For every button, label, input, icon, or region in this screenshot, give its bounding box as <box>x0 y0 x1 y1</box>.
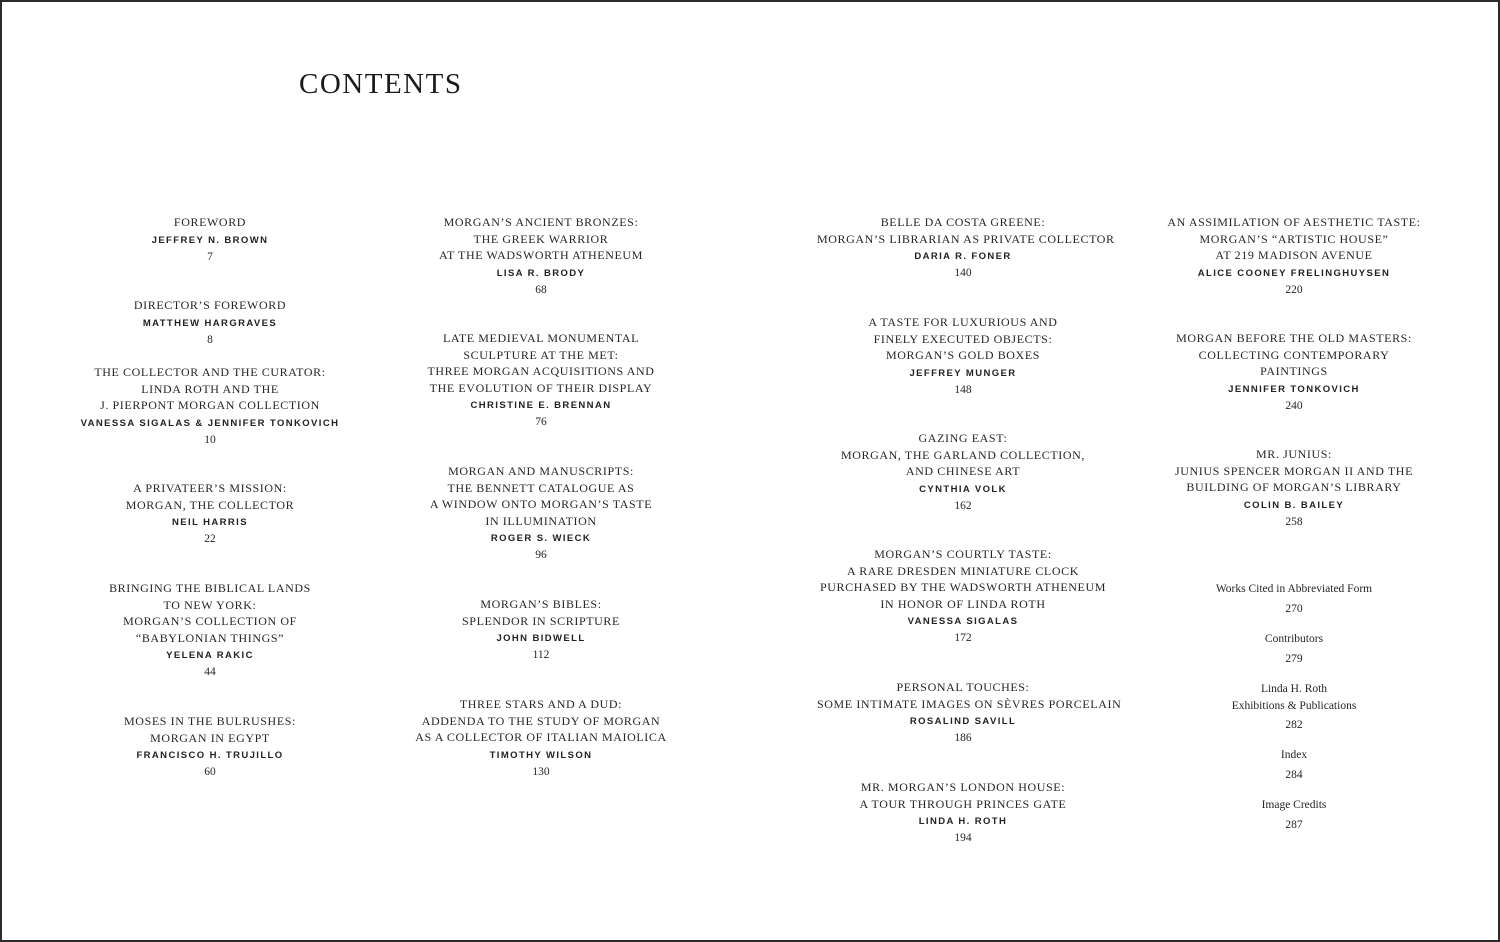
entry-title-line: JUNIUS SPENCER MORGAN II AND THE <box>1175 463 1413 478</box>
entry-title-line: AT 219 MADISON AVENUE <box>1215 248 1373 263</box>
entry-title-line: DIRECTOR’S FOREWORD <box>133 298 287 312</box>
entry-title <box>407 463 675 529</box>
entry-title-line: A PRIVATEER’S MISSION: <box>133 481 287 495</box>
entry-title-line: Works Cited in Abbreviated Form <box>1215 583 1373 595</box>
back-matter-entry <box>1160 747 1428 782</box>
entry-title-line: AND CHINESE ART <box>905 464 1021 479</box>
contents-entry <box>817 546 1109 645</box>
entry-author: CYNTHIA VOLK <box>919 483 1007 495</box>
entry-author: MATTHEW HARGRAVES <box>142 317 278 329</box>
entry-page-number: 76 <box>535 416 547 429</box>
entry-author: TIMOTHY WILSON <box>489 749 593 761</box>
entry-page-number: 22 <box>204 533 216 546</box>
entry-title-line: BELLE DA COSTA GREENE: <box>880 215 1046 229</box>
entry-title-line: LINDA ROTH AND THE <box>141 381 279 396</box>
entry-title <box>1160 797 1428 814</box>
entry-title-line: MORGAN’S ANCIENT BRONZES: <box>443 215 639 229</box>
entry-author: CHRISTINE E. BRENNAN <box>470 400 612 412</box>
entry-title <box>1160 446 1428 496</box>
entry-title <box>76 297 344 314</box>
contents-entry <box>407 463 675 562</box>
entry-title <box>1160 214 1428 264</box>
entry-author: VANESSA SIGALAS <box>907 616 1019 628</box>
entry-page-number: 140 <box>954 267 972 280</box>
contents-entry <box>76 580 344 679</box>
entry-title-line: Index <box>1280 749 1308 761</box>
entry-title-line: BRINGING THE BIBLICAL LANDS <box>109 581 311 595</box>
contents-entry <box>817 779 1109 845</box>
entry-page-number: 282 <box>1285 719 1303 732</box>
entry-title <box>817 779 1109 812</box>
entry-page-number: 220 <box>1285 283 1303 296</box>
entry-title <box>407 696 675 746</box>
entry-title-line: A TASTE FOR LUXURIOUS AND <box>868 315 1058 329</box>
entry-page-number: 270 <box>1285 602 1303 615</box>
entry-title-line: A WINDOW ONTO MORGAN’S TASTE <box>429 497 653 512</box>
entry-author: LINDA H. ROTH <box>918 816 1008 828</box>
entry-title <box>1160 581 1428 598</box>
entry-title <box>407 596 675 629</box>
entry-page-number: 186 <box>954 732 972 745</box>
entry-title <box>76 713 344 746</box>
entry-title-line: MORGAN’S BIBLES: <box>480 597 602 611</box>
entry-page-number: 240 <box>1285 399 1303 412</box>
back-matter-entry <box>1160 797 1428 832</box>
contents-entry <box>817 214 1115 280</box>
entry-title-line: PERSONAL TOUCHES: <box>896 680 1030 694</box>
entry-page-number: 162 <box>954 499 972 512</box>
page-title: CONTENTS <box>299 68 463 100</box>
entry-author: ROGER S. WIECK <box>490 533 592 545</box>
entry-title-line: AN ASSIMILATION OF AESTHETIC TASTE: <box>1167 215 1421 229</box>
entry-title-line: MR. JUNIUS: <box>1256 447 1332 461</box>
entry-title-line: SCULPTURE AT THE MET: <box>463 347 619 362</box>
entry-page-number: 279 <box>1285 652 1303 665</box>
entry-page-number: 68 <box>535 283 547 296</box>
entry-title-line: MORGAN’S GOLD BOXES <box>885 348 1041 363</box>
entry-author: YELENA RAKIC <box>166 650 254 662</box>
entry-title-line: LATE MEDIEVAL MONUMENTAL <box>442 331 640 345</box>
contents-entry <box>76 364 344 447</box>
entry-page-number: 130 <box>532 765 550 778</box>
entry-author: JOHN BIDWELL <box>496 633 586 645</box>
entry-title-line: MORGAN’S LIBRARIAN AS PRIVATE COLLECTOR <box>817 231 1115 246</box>
entry-title-line: TO NEW YORK: <box>163 597 257 612</box>
entry-page-number: 7 <box>207 250 213 263</box>
back-matter-entry <box>1160 631 1428 666</box>
entry-title-line: IN HONOR OF LINDA ROTH <box>880 596 1046 611</box>
entry-title-line: COLLECTING CONTEMPORARY <box>1198 347 1390 362</box>
entry-title-line: MORGAN, THE COLLECTOR <box>125 497 295 512</box>
entry-title-line: MORGAN, THE GARLAND COLLECTION, <box>840 447 1086 462</box>
entry-page-number: 44 <box>204 666 216 679</box>
contents-entry <box>1160 446 1428 529</box>
entry-title-line: SPLENDOR IN SCRIPTURE <box>462 613 620 628</box>
entry-title <box>817 314 1109 364</box>
entry-title-line: THREE MORGAN ACQUISITIONS AND <box>427 364 655 379</box>
contents-entry <box>76 480 344 546</box>
entry-title-line: THREE STARS AND A DUD: <box>459 697 623 711</box>
entry-title-line: A TOUR THROUGH PRINCES GATE <box>859 796 1067 811</box>
entry-title <box>1160 330 1428 380</box>
entry-title-line: J. PIERPONT MORGAN COLLECTION <box>100 398 320 413</box>
contents-entry <box>76 713 344 779</box>
contents-entry <box>817 314 1109 397</box>
entry-title-line: Contributors <box>1264 633 1324 645</box>
entry-title-line: MORGAN AND MANUSCRIPTS: <box>448 464 634 478</box>
entry-author: COLIN B. BAILEY <box>1243 499 1345 511</box>
entry-page-number: 287 <box>1285 818 1303 831</box>
entry-title <box>817 679 1122 712</box>
entry-author: VANESSA SIGALAS & JENNIFER TONKOVICH <box>80 417 340 429</box>
entry-title-line: A RARE DRESDEN MINIATURE CLOCK <box>846 563 1079 578</box>
entry-title-line: MORGAN’S “ARTISTIC HOUSE” <box>1199 231 1389 246</box>
entry-title <box>76 580 344 646</box>
entry-title-line: IN ILLUMINATION <box>485 513 597 528</box>
entry-title-line: PAINTINGS <box>1260 364 1328 379</box>
entry-title-line: MOSES IN THE BULRUSHES: <box>124 714 296 728</box>
contents-entry <box>407 696 675 779</box>
entry-title-line: SOME INTIMATE IMAGES ON SÈVRES PORCELAIN <box>817 696 1122 711</box>
entry-title-line: MORGAN’S COLLECTION OF <box>123 614 297 629</box>
entry-title <box>76 364 344 414</box>
back-matter-entry <box>1160 681 1428 732</box>
entry-title <box>817 214 1115 247</box>
entry-title <box>407 330 675 396</box>
entry-author: ALICE COONEY FRELINGHUYSEN <box>1197 267 1391 279</box>
entry-page-number: 8 <box>207 333 213 346</box>
entry-title <box>76 480 344 513</box>
entry-author: ROSALIND SAVILL <box>909 716 1017 728</box>
entry-page-number: 194 <box>954 832 972 845</box>
entry-author: NEIL HARRIS <box>172 517 248 529</box>
entry-title-line: THE BENNETT CATALOGUE AS <box>447 480 635 495</box>
entry-page-number: 284 <box>1285 768 1303 781</box>
contents-entry <box>407 596 675 662</box>
entry-page-number: 172 <box>954 632 972 645</box>
entry-title-line: FINELY EXECUTED OBJECTS: <box>873 331 1053 346</box>
entry-title-line: “BABYLONIAN THINGS” <box>135 630 285 645</box>
entry-page-number: 258 <box>1285 515 1303 528</box>
entry-title-line: THE COLLECTOR AND THE CURATOR: <box>94 365 326 379</box>
entry-title-line: THE EVOLUTION OF THEIR DISPLAY <box>429 380 653 395</box>
entry-page-number: 60 <box>204 766 216 779</box>
contents-entry <box>817 679 1122 745</box>
entry-title-line: MORGAN IN EGYPT <box>150 730 270 745</box>
entry-title <box>1160 681 1428 714</box>
entry-title-line: MORGAN BEFORE THE OLD MASTERS: <box>1176 331 1412 345</box>
back-matter-entry <box>1160 581 1428 616</box>
entry-title <box>76 214 344 231</box>
contents-entry <box>407 330 675 429</box>
entry-title-line: MR. MORGAN’S LONDON HOUSE: <box>860 780 1066 794</box>
entry-page-number: 96 <box>535 549 547 562</box>
contents-entry <box>76 214 344 264</box>
entry-author: DARIA R. FONER <box>914 251 1012 263</box>
contents-entry <box>407 214 675 297</box>
entry-author: JENNIFER TONKOVICH <box>1228 383 1360 395</box>
contents-entry <box>76 297 344 347</box>
entry-title-line: Exhibitions & Publications <box>1231 699 1357 712</box>
contents-entry <box>1160 214 1428 297</box>
entry-title <box>817 430 1109 480</box>
entry-title-line: AT THE WADSWORTH ATHENEUM <box>439 248 643 263</box>
entry-title-line: Linda H. Roth <box>1260 683 1328 695</box>
entry-page-number: 112 <box>532 649 550 662</box>
entry-author: JEFFREY N. BROWN <box>151 234 269 246</box>
entry-title-line: PURCHASED BY THE WADSWORTH ATHENEUM <box>819 580 1107 595</box>
entry-author: FRANCISCO H. TRUJILLO <box>136 750 284 762</box>
contents-entry <box>817 430 1109 513</box>
entry-title <box>1160 747 1428 764</box>
entry-title <box>407 214 675 264</box>
entry-title-line: THE GREEK WARRIOR <box>473 231 609 246</box>
entry-author: LISA R. BRODY <box>496 267 586 279</box>
entry-title-line: BUILDING OF MORGAN’S LIBRARY <box>1186 480 1402 495</box>
entry-title <box>1160 631 1428 648</box>
contents-entry <box>1160 330 1428 413</box>
entry-title-line: MORGAN’S COURTLY TASTE: <box>874 547 1052 561</box>
entry-page-number: 148 <box>954 383 972 396</box>
entry-title <box>817 546 1109 612</box>
entry-title-line: ADDENDA TO THE STUDY OF MORGAN <box>421 713 661 728</box>
entry-title-line: GAZING EAST: <box>918 431 1008 445</box>
entry-title-line: Image Credits <box>1261 799 1327 811</box>
entry-page-number: 10 <box>204 433 216 446</box>
entry-title-line: AS A COLLECTOR OF ITALIAN MAIOLICA <box>415 730 667 745</box>
entry-title-line: FOREWORD <box>173 215 247 229</box>
entry-author: JEFFREY MUNGER <box>909 367 1017 379</box>
